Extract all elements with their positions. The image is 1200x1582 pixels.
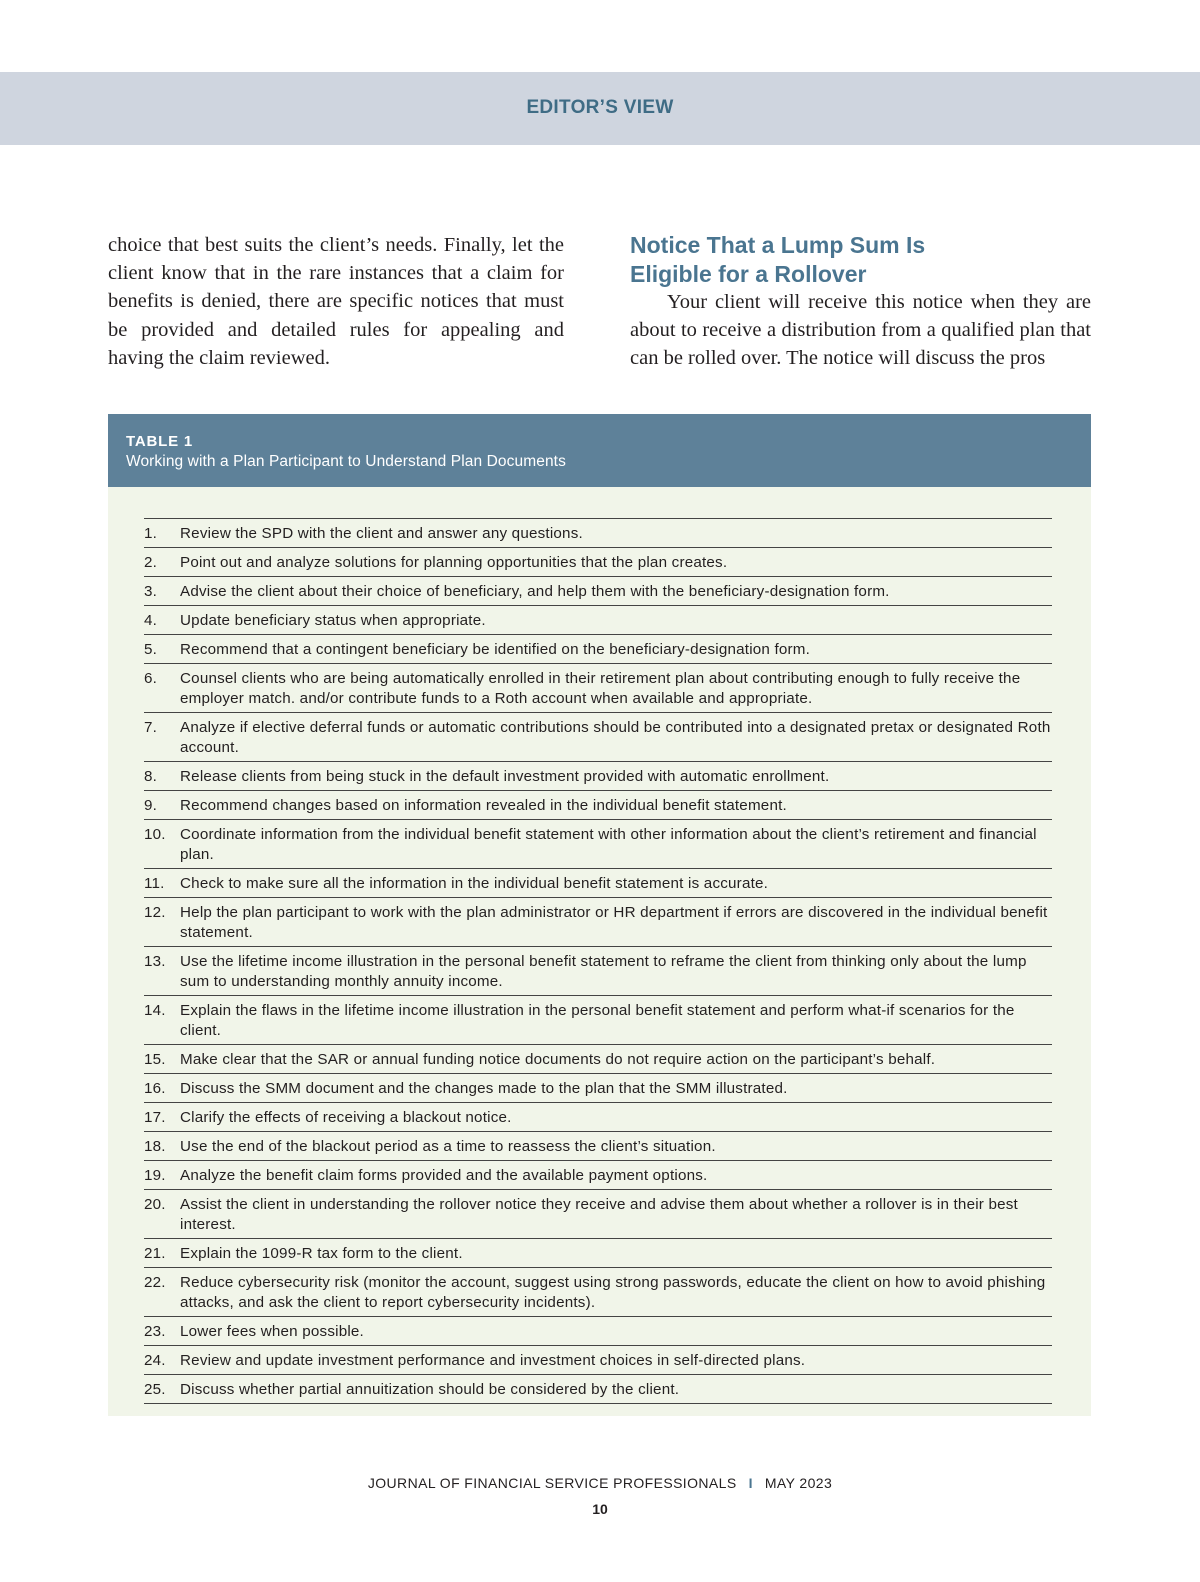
table-row bbox=[144, 762, 1052, 791]
row-number: 3. bbox=[144, 583, 158, 600]
row-text: Review the SPD with the client and answer any questions. bbox=[180, 525, 583, 542]
table-row bbox=[144, 1103, 1052, 1132]
table-list bbox=[144, 518, 1052, 1404]
table-row bbox=[144, 519, 1052, 548]
page-footer bbox=[0, 1475, 1200, 1491]
table-row bbox=[144, 606, 1052, 635]
journal-name: JOURNAL OF FINANCIAL SERVICE PROFESSIONALS bbox=[367, 1475, 737, 1491]
row-text: Explain the 1099-R tax form to the client. bbox=[180, 1245, 463, 1262]
row-number: 5. bbox=[144, 641, 158, 658]
table-row bbox=[144, 1045, 1052, 1074]
row-text: Discuss whether partial annuitization should be considered by the client. bbox=[180, 1381, 680, 1398]
row-number: 18. bbox=[144, 1138, 166, 1155]
table-row bbox=[144, 898, 1052, 947]
table-row bbox=[144, 577, 1052, 606]
row-number: 10. bbox=[144, 826, 166, 843]
table-row bbox=[144, 548, 1052, 577]
row-number: 22. bbox=[144, 1274, 166, 1291]
row-number: 14. bbox=[144, 1002, 166, 1019]
row-text: Make clear that the SAR or annual funding notice documents do not require action on the participant’s behalf. bbox=[180, 1051, 936, 1068]
table-row bbox=[144, 635, 1052, 664]
row-text: Lower fees when possible. bbox=[180, 1323, 364, 1340]
row-text: Analyze the benefit claim forms provided and the available payment options. bbox=[180, 1167, 708, 1184]
row-text: Advise the client about their choice of beneficiary, and help them with the beneficiary-designation form. bbox=[180, 583, 890, 600]
table-row bbox=[144, 791, 1052, 820]
row-number: 9. bbox=[144, 797, 158, 814]
row-number: 24. bbox=[144, 1352, 166, 1369]
row-text: Point out and analyze solutions for planning opportunities that the plan creates. bbox=[180, 554, 728, 571]
table-caption: Working with a Plan Participant to Understand Plan Documents bbox=[126, 453, 566, 470]
table-row bbox=[144, 1375, 1052, 1404]
row-text: Explain the flaws in the lifetime income illustration in the personal benefit statement and perform what-if scenarios for the client. bbox=[180, 1002, 1015, 1039]
right-column-text: Your client will receive this notice when they are about to receive a distribution from a qualified plan that can be rolled over. The notice will discuss the pros bbox=[630, 291, 1091, 370]
row-number: 11. bbox=[144, 875, 165, 892]
issue-date: MAY 2023 bbox=[764, 1475, 833, 1491]
table-panel bbox=[108, 414, 1091, 1416]
table-header bbox=[108, 414, 1091, 487]
row-number: 23. bbox=[144, 1323, 166, 1340]
row-text: Help the plan participant to work with the plan administrator or HR department if errors are discovered in the individual benefit statement. bbox=[180, 904, 1048, 941]
table-row bbox=[144, 1346, 1052, 1375]
table-row bbox=[144, 1190, 1052, 1239]
row-text: Use the end of the blackout period as a time to reassess the client’s situation. bbox=[180, 1138, 716, 1155]
row-text: Coordinate information from the individual benefit statement with other information about the client’s retirement and financial plan. bbox=[180, 826, 1037, 863]
section-heading bbox=[630, 231, 1091, 289]
table-row bbox=[144, 1239, 1052, 1268]
row-text: Assist the client in understanding the rollover notice they receive and advise them about whether a rollover is in their best interest. bbox=[180, 1196, 1018, 1233]
row-text: Recommend changes based on information revealed in the individual benefit statement. bbox=[180, 797, 787, 814]
row-text: Update beneficiary status when appropriate. bbox=[180, 612, 486, 629]
row-text: Clarify the effects of receiving a blackout notice. bbox=[180, 1109, 512, 1126]
row-number: 20. bbox=[144, 1196, 166, 1213]
table-row bbox=[144, 713, 1052, 762]
row-number: 16. bbox=[144, 1080, 166, 1097]
table-row bbox=[144, 996, 1052, 1045]
table-row bbox=[144, 1132, 1052, 1161]
footer-separator: I bbox=[748, 1475, 753, 1491]
row-text: Check to make sure all the information in the individual benefit statement is accurate. bbox=[180, 875, 769, 892]
row-number: 12. bbox=[144, 904, 166, 921]
row-number: 1. bbox=[144, 525, 158, 542]
table-row bbox=[144, 1268, 1052, 1317]
row-text: Discuss the SMM document and the changes made to the plan that the SMM illustrated. bbox=[180, 1080, 788, 1097]
table-row bbox=[144, 1161, 1052, 1190]
row-number: 13. bbox=[144, 953, 166, 970]
heading-line-1: Notice That a Lump Sum Is bbox=[630, 232, 926, 258]
row-number: 25. bbox=[144, 1381, 166, 1398]
left-column bbox=[108, 231, 564, 372]
row-text: Use the lifetime income illustration in the personal benefit statement to reframe the client from thinking only about the lump sum to understanding monthly annuity income. bbox=[180, 953, 1027, 990]
row-text: Review and update investment performance and investment choices in self-directed plans. bbox=[180, 1352, 806, 1369]
page-number: 10 bbox=[592, 1501, 608, 1517]
row-text: Release clients from being stuck in the default investment provided with automatic enrollment. bbox=[180, 768, 830, 785]
section-title: EDITOR’S VIEW bbox=[526, 97, 674, 118]
row-number: 7. bbox=[144, 719, 158, 736]
row-text: Reduce cybersecurity risk (monitor the account, suggest using strong passwords, educate the client on how to avoid phishing attacks, and ask the client to report cybersecurity incidents). bbox=[180, 1274, 1046, 1311]
row-text: Recommend that a contingent beneficiary be identified on the beneficiary-designation form. bbox=[180, 641, 811, 658]
table-row bbox=[144, 820, 1052, 869]
row-text: Analyze if elective deferral funds or automatic contributions should be contributed into a designated pretax or designated Roth account. bbox=[180, 719, 1051, 756]
row-number: 21. bbox=[144, 1245, 166, 1262]
table-row bbox=[144, 664, 1052, 713]
row-number: 17. bbox=[144, 1109, 166, 1126]
table-row bbox=[144, 947, 1052, 996]
row-number: 15. bbox=[144, 1051, 166, 1068]
table-label: TABLE 1 bbox=[126, 433, 193, 450]
row-number: 19. bbox=[144, 1167, 166, 1184]
table-row bbox=[144, 1074, 1052, 1103]
row-number: 6. bbox=[144, 670, 158, 687]
row-number: 2. bbox=[144, 554, 158, 571]
table-row bbox=[144, 869, 1052, 898]
table-row bbox=[144, 1317, 1052, 1346]
heading-line-2: Eligible for a Rollover bbox=[630, 261, 867, 287]
row-text: Counsel clients who are being automatically enrolled in their retirement plan about contributing enough to fully receive the employer match. and/or contribute funds to a Roth account when available and appropriate. bbox=[180, 670, 1021, 707]
row-number: 8. bbox=[144, 768, 158, 785]
left-column-text: choice that best suits the client’s needs. Finally, let the client know that in the rare instances that a claim for benefits is denied, there are specific notices that must be provided and detailed rules for appealing and having the claim reviewed. bbox=[108, 234, 564, 369]
row-number: 4. bbox=[144, 612, 158, 629]
right-column bbox=[630, 231, 1091, 373]
